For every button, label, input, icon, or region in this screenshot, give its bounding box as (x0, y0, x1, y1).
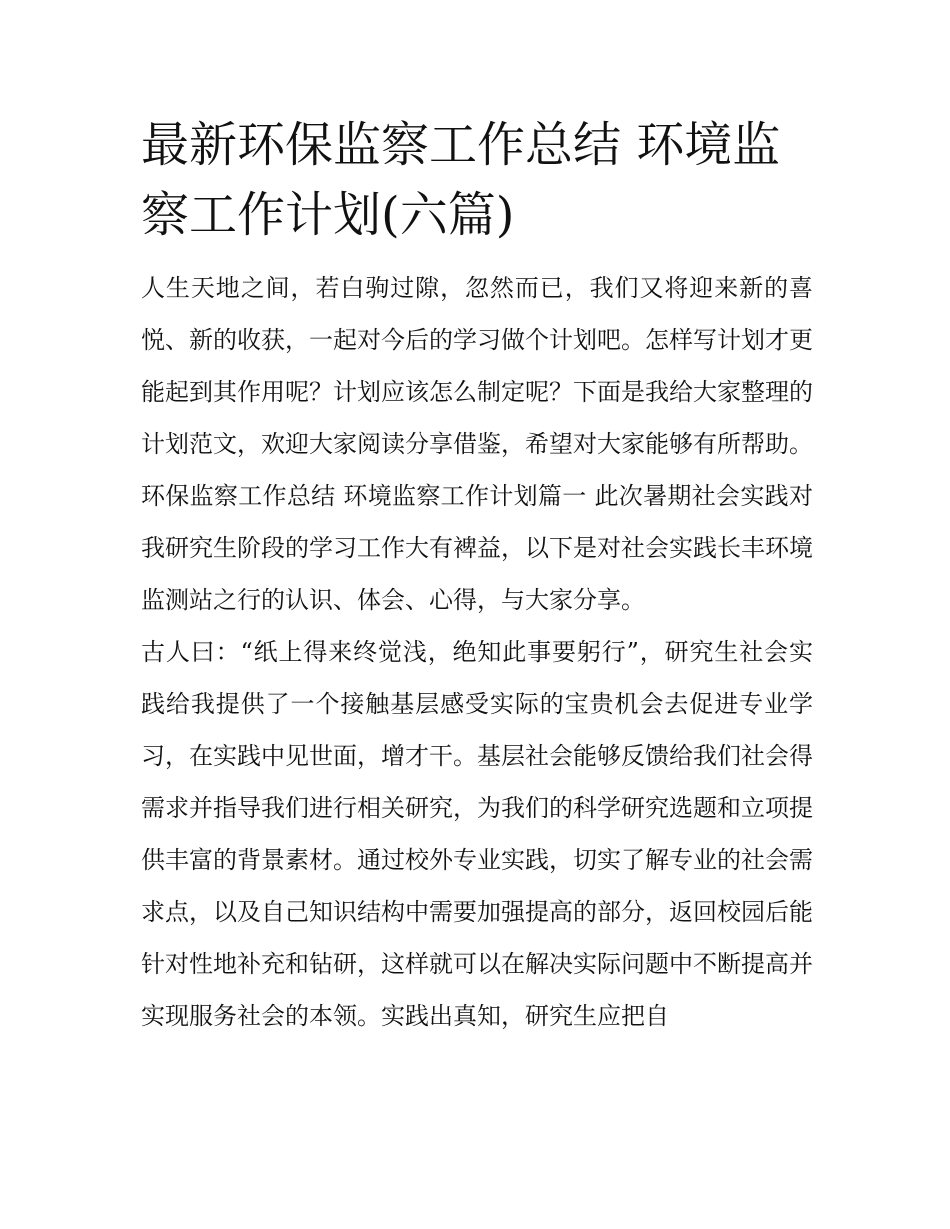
section-one-paragraph: 环保监察工作总结 环境监察工作计划篇一 此次暑期社会实践对我研究生阶段的学习工作大有裨益，以下是对社会实践长丰环境监测站之行的认识、体会、心得，与大家分享。 (141, 482, 813, 614)
body-paragraph: 古人曰：“纸上得来终觉浅，绝知此事要躬行”，研究生社会实践给我提供了一个接触基层感受实际的宝贵机会去促进专业学习，在实践中见世面，增才干。基层社会能够反馈给我们社会得需求并指导我们进行相关研究，为我们的科学研究选题和立项提供丰富的背景素材。通过校外专业实践，切实了解专业的社会需求点，以及自己知识结构中需要加强提高的部分，返回校园后能针对性地补充和钻研，这样就可以在解决实际问题中不断提高并实现服务社会的本领。实践出真知，研究生应把自 (141, 638, 813, 1030)
intro-paragraph: 人生天地之间，若白驹过隙，忽然而已，我们又将迎来新的喜悦、新的收获，一起对今后的学习做个计划吧。怎样写计划才更能起到其作用呢？计划应该怎么制定呢？下面是我给大家整理的计划范文，欢迎大家阅读分享借鉴，希望对大家能够有所帮助。 (141, 274, 813, 458)
document-title: 最新环保监察工作总结 环境监察工作计划(六篇) (141, 117, 781, 243)
document-page (141, 110, 813, 1042)
